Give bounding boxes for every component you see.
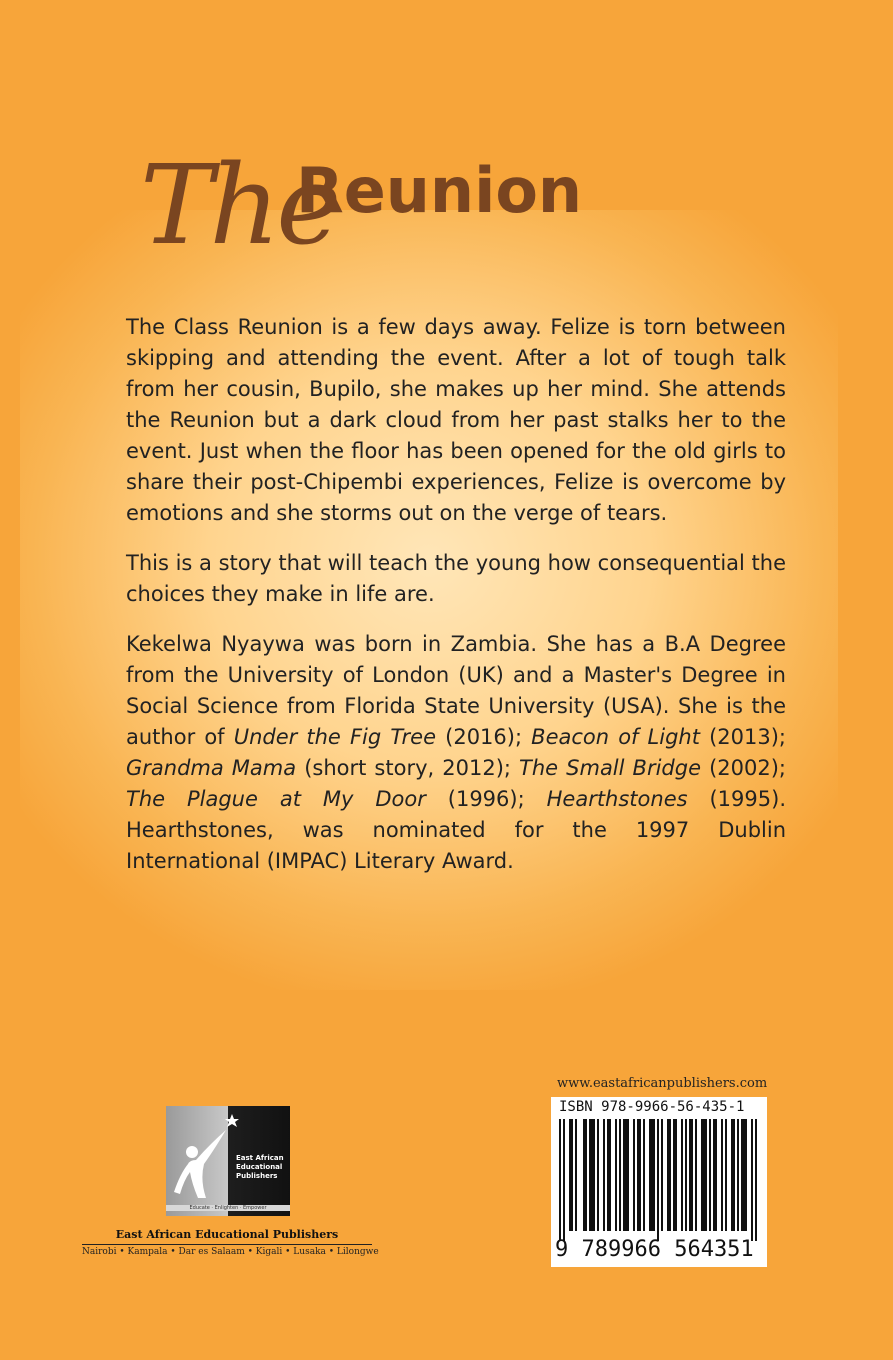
message-paragraph: This is a story that will teach the young how consequential the choices they make in life are. [126,551,786,606]
barcode-bar [705,1119,707,1231]
logo-tagline: Educate · Enlighten · Empower [166,1205,290,1211]
barcode-bar [751,1119,753,1241]
back-cover-blurb [126,312,786,896]
barcode-bar [569,1119,571,1231]
barcode-bar [743,1119,745,1231]
book-title: The Plague at My Door [126,787,426,811]
logo-text: East African Educational Publishers [236,1154,284,1180]
barcode-bar [657,1119,659,1241]
barcode-bar [721,1119,723,1231]
book-title: Beacon of Light [531,725,700,749]
isbn-barcode [551,1097,767,1267]
barcode-bar [685,1119,687,1231]
synopsis-paragraph: The Class Reunion is a few days away. Felize is torn between skipping and attending the event. After a lot of tough talk from her cousin, Bupilo, she makes up her mind. She attends the Reunion but a dark cloud from her past stalks her to the event. Just when the floor has been opened for the old girls to share their post-Chipembi experiences, Felize is overcome by emotions and she storms out on the verge of tears. [126,315,786,525]
barcode-bar [695,1119,697,1231]
barcode-bar [563,1119,565,1241]
barcode-bar [661,1119,663,1231]
barcode-bar [737,1119,739,1231]
barcode-bar [589,1119,591,1231]
barcode-bar [633,1119,635,1231]
barcode-bar [615,1119,617,1231]
barcode-bar [623,1119,625,1231]
barcode-bar [625,1119,627,1231]
barcode-bar [637,1119,639,1231]
barcode-bar [619,1119,621,1231]
barcode-bar [733,1119,735,1231]
barcode-bar [649,1119,651,1231]
barcode-bar [755,1119,757,1241]
book-title: Grandma Mama [126,756,297,780]
barcode-bar [715,1119,717,1231]
book-title: Hearthstones [546,787,688,811]
publisher-website: www.eastafricanpublishers.com [557,1076,768,1091]
barcode-bar [585,1119,587,1231]
barcode-bar [667,1119,669,1231]
barcode-bar [593,1119,595,1231]
barcode-bar [651,1119,653,1231]
barcode-bars [559,1119,759,1241]
barcode-bar [709,1119,711,1231]
title-reunion: Reunion [296,154,583,227]
barcode-bar [603,1119,605,1231]
barcode-bar [741,1119,743,1231]
barcode-bar [559,1119,561,1241]
barcode-bar [713,1119,715,1231]
book-title: The Small Bridge [519,756,702,780]
barcode-bar [571,1119,573,1231]
barcode-bar [731,1119,733,1231]
barcode-bar [745,1119,747,1231]
barcode-bar [643,1119,645,1231]
barcode-bar [669,1119,671,1231]
barcode-bar [653,1119,655,1231]
isbn-number: ISBN 978-9966-56-435-1 [559,1099,745,1115]
barcode-bar [703,1119,705,1231]
barcode-bar [591,1119,593,1231]
barcode-bar [627,1119,629,1231]
barcode-bar [607,1119,609,1231]
publisher-name: East African Educational Publishers [115,1228,339,1241]
book-title: Under the Fig Tree [233,725,437,749]
title-the: The [140,141,338,269]
barcode-bar [673,1119,675,1231]
reaching-figure-star-icon [170,1108,240,1208]
barcode-bar [597,1119,599,1231]
barcode-bar [639,1119,641,1231]
barcode-digits: 9 789966 564351 [555,1237,754,1262]
barcode-bar [701,1119,703,1231]
publisher-divider [82,1244,372,1245]
barcode-bar [689,1119,691,1231]
barcode-bar [609,1119,611,1231]
author-bio-paragraph: Kekelwa Nyaywa was born in Zambia. She has a B.A Degree from the University of London (UK) and a Master's Degree in Social Science from Florida State University (USA). She is the author of Under the Fig Tree (2016); Beacon of Light (2013); Grandma Mama (short story, 2012); The Small Bridge (2002); The Plague at My Door (1996); Hearthstones (1995). Hearthstones, was nominated for the 1997 Dublin International (IMPAC) Literary Award. [126,632,786,873]
barcode-bar [575,1119,577,1231]
barcode-bar [691,1119,693,1231]
barcode-bar [681,1119,683,1231]
barcode-bar [675,1119,677,1231]
barcode-bar [725,1119,727,1231]
publisher-cities: Nairobi • Kampala • Dar es Salaam • Kigali • Lusaka • Lilongwe [82,1247,379,1257]
barcode-bar [583,1119,585,1231]
publisher-logo [166,1106,290,1216]
